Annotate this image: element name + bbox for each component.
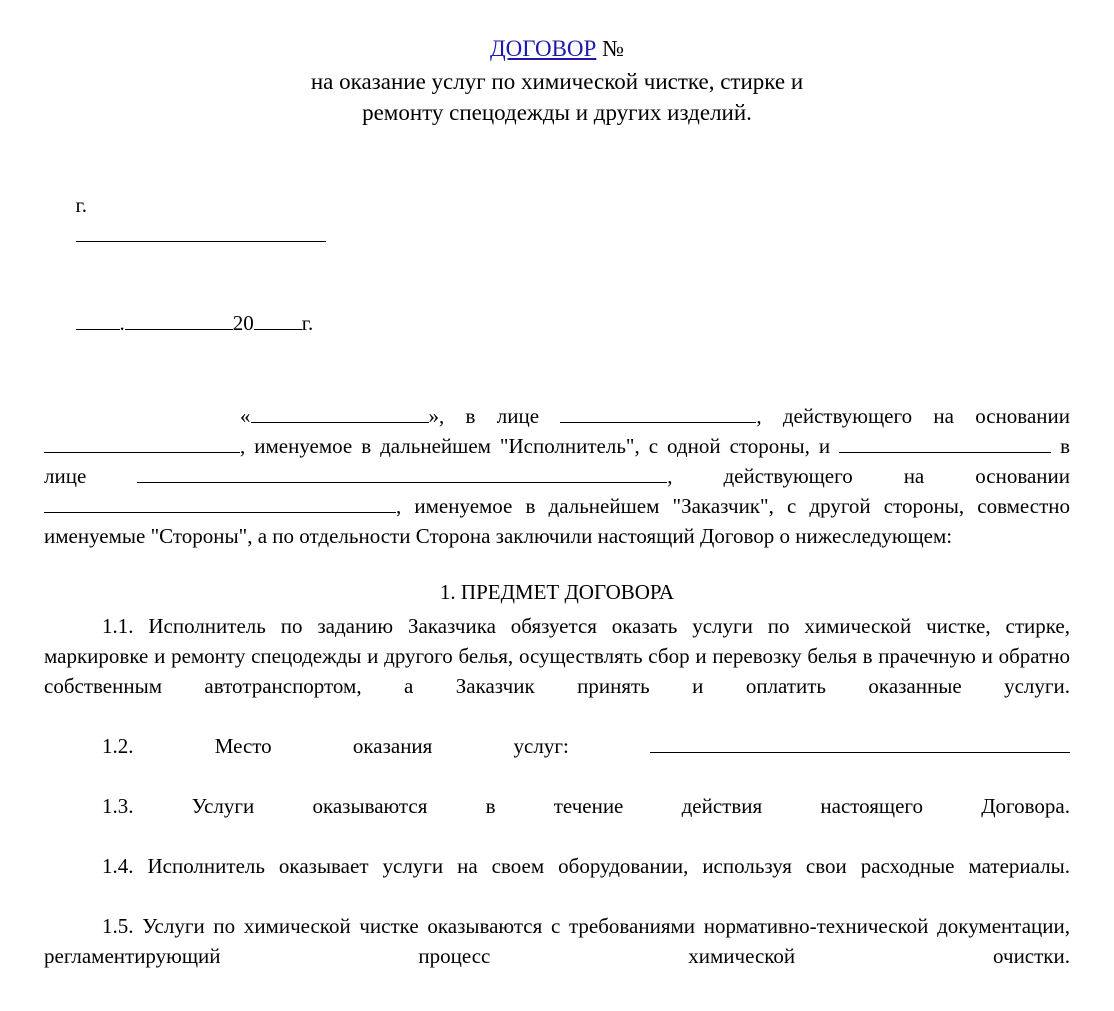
city-blank[interactable] (76, 220, 326, 242)
executor-name-blank[interactable] (251, 401, 429, 423)
clause-1-2-label: 1.2. Место оказания услуг: (102, 734, 569, 758)
place-and-date-block (44, 162, 1070, 367)
customer-person-blank[interactable] (137, 461, 667, 483)
city-label: г. (75, 193, 87, 217)
preamble-text-4: , именуемое в дальнейшем "Исполнитель", с одной стороны, и (240, 434, 831, 458)
title-keyword: ДОГОВОР (489, 36, 597, 61)
service-place-blank[interactable] (650, 731, 1070, 753)
customer-basis-blank[interactable] (44, 491, 396, 513)
document-subtitle (44, 66, 1070, 128)
month-blank[interactable] (125, 308, 233, 330)
city-line (44, 162, 1070, 279)
subtitle-line-1: на оказание услуг по химической чистке, стирке и (310, 69, 804, 94)
preamble-text-6: , действующего на основании (667, 464, 1070, 488)
subtitle-line-2: ремонту спецодежды и других изделий. (362, 100, 752, 125)
year-blank[interactable] (254, 308, 302, 330)
preamble-text-5: в лице (44, 434, 1071, 488)
executor-person-blank[interactable] (560, 401, 756, 423)
section-1-heading: 1. ПРЕДМЕТ ДОГОВОРА (439, 580, 675, 604)
customer-name-blank[interactable] (839, 431, 1051, 453)
clause-1-2 (44, 731, 1070, 791)
preamble-text-7: , именуемое в дальнейшем "Заказчик", с другой стороны, совместно именуемые "Стороны", а по отдельности Сторона заключили настоящий Договор о нижеследующем: (44, 494, 1070, 548)
preamble-paragraph (44, 401, 1070, 551)
clause-1-5: 1.5. Услуги по химической чистке оказываются с требованиями нормативно-технической документации, регламентирующий процесс химической очистки. (44, 914, 1070, 968)
date-line (44, 279, 1070, 367)
preamble-text-2: », в лице (428, 404, 540, 428)
date-dot: . (119, 311, 125, 335)
clause-1-1: 1.1. Исполнитель по заданию Заказчика обязуется оказать услуги по химической чистке, стирке, маркировке и ремонту спецодежды и другого белья, осуществлять сбор и перевозку белья в прачечную и обратно собственным автотранспортом, а Заказчик принять и оплатить оказанные услуги. (44, 614, 1070, 698)
year-prefix: 20 (232, 311, 254, 335)
executor-basis-blank[interactable] (44, 431, 240, 453)
quote-open: « (240, 404, 251, 428)
clause-1-4: 1.4. Исполнитель оказывает услуги на своем оборудовании, используя свои расходные материалы. (102, 854, 1070, 878)
title-number-sign: № (602, 36, 625, 61)
date-suffix: г. (301, 311, 314, 335)
day-blank[interactable] (76, 308, 120, 330)
page-title (44, 34, 1070, 64)
clause-1-3: 1.3. Услуги оказываются в течение действия настоящего Договора. (102, 794, 1070, 818)
preamble-text-3: , действующего на основании (756, 404, 1070, 428)
